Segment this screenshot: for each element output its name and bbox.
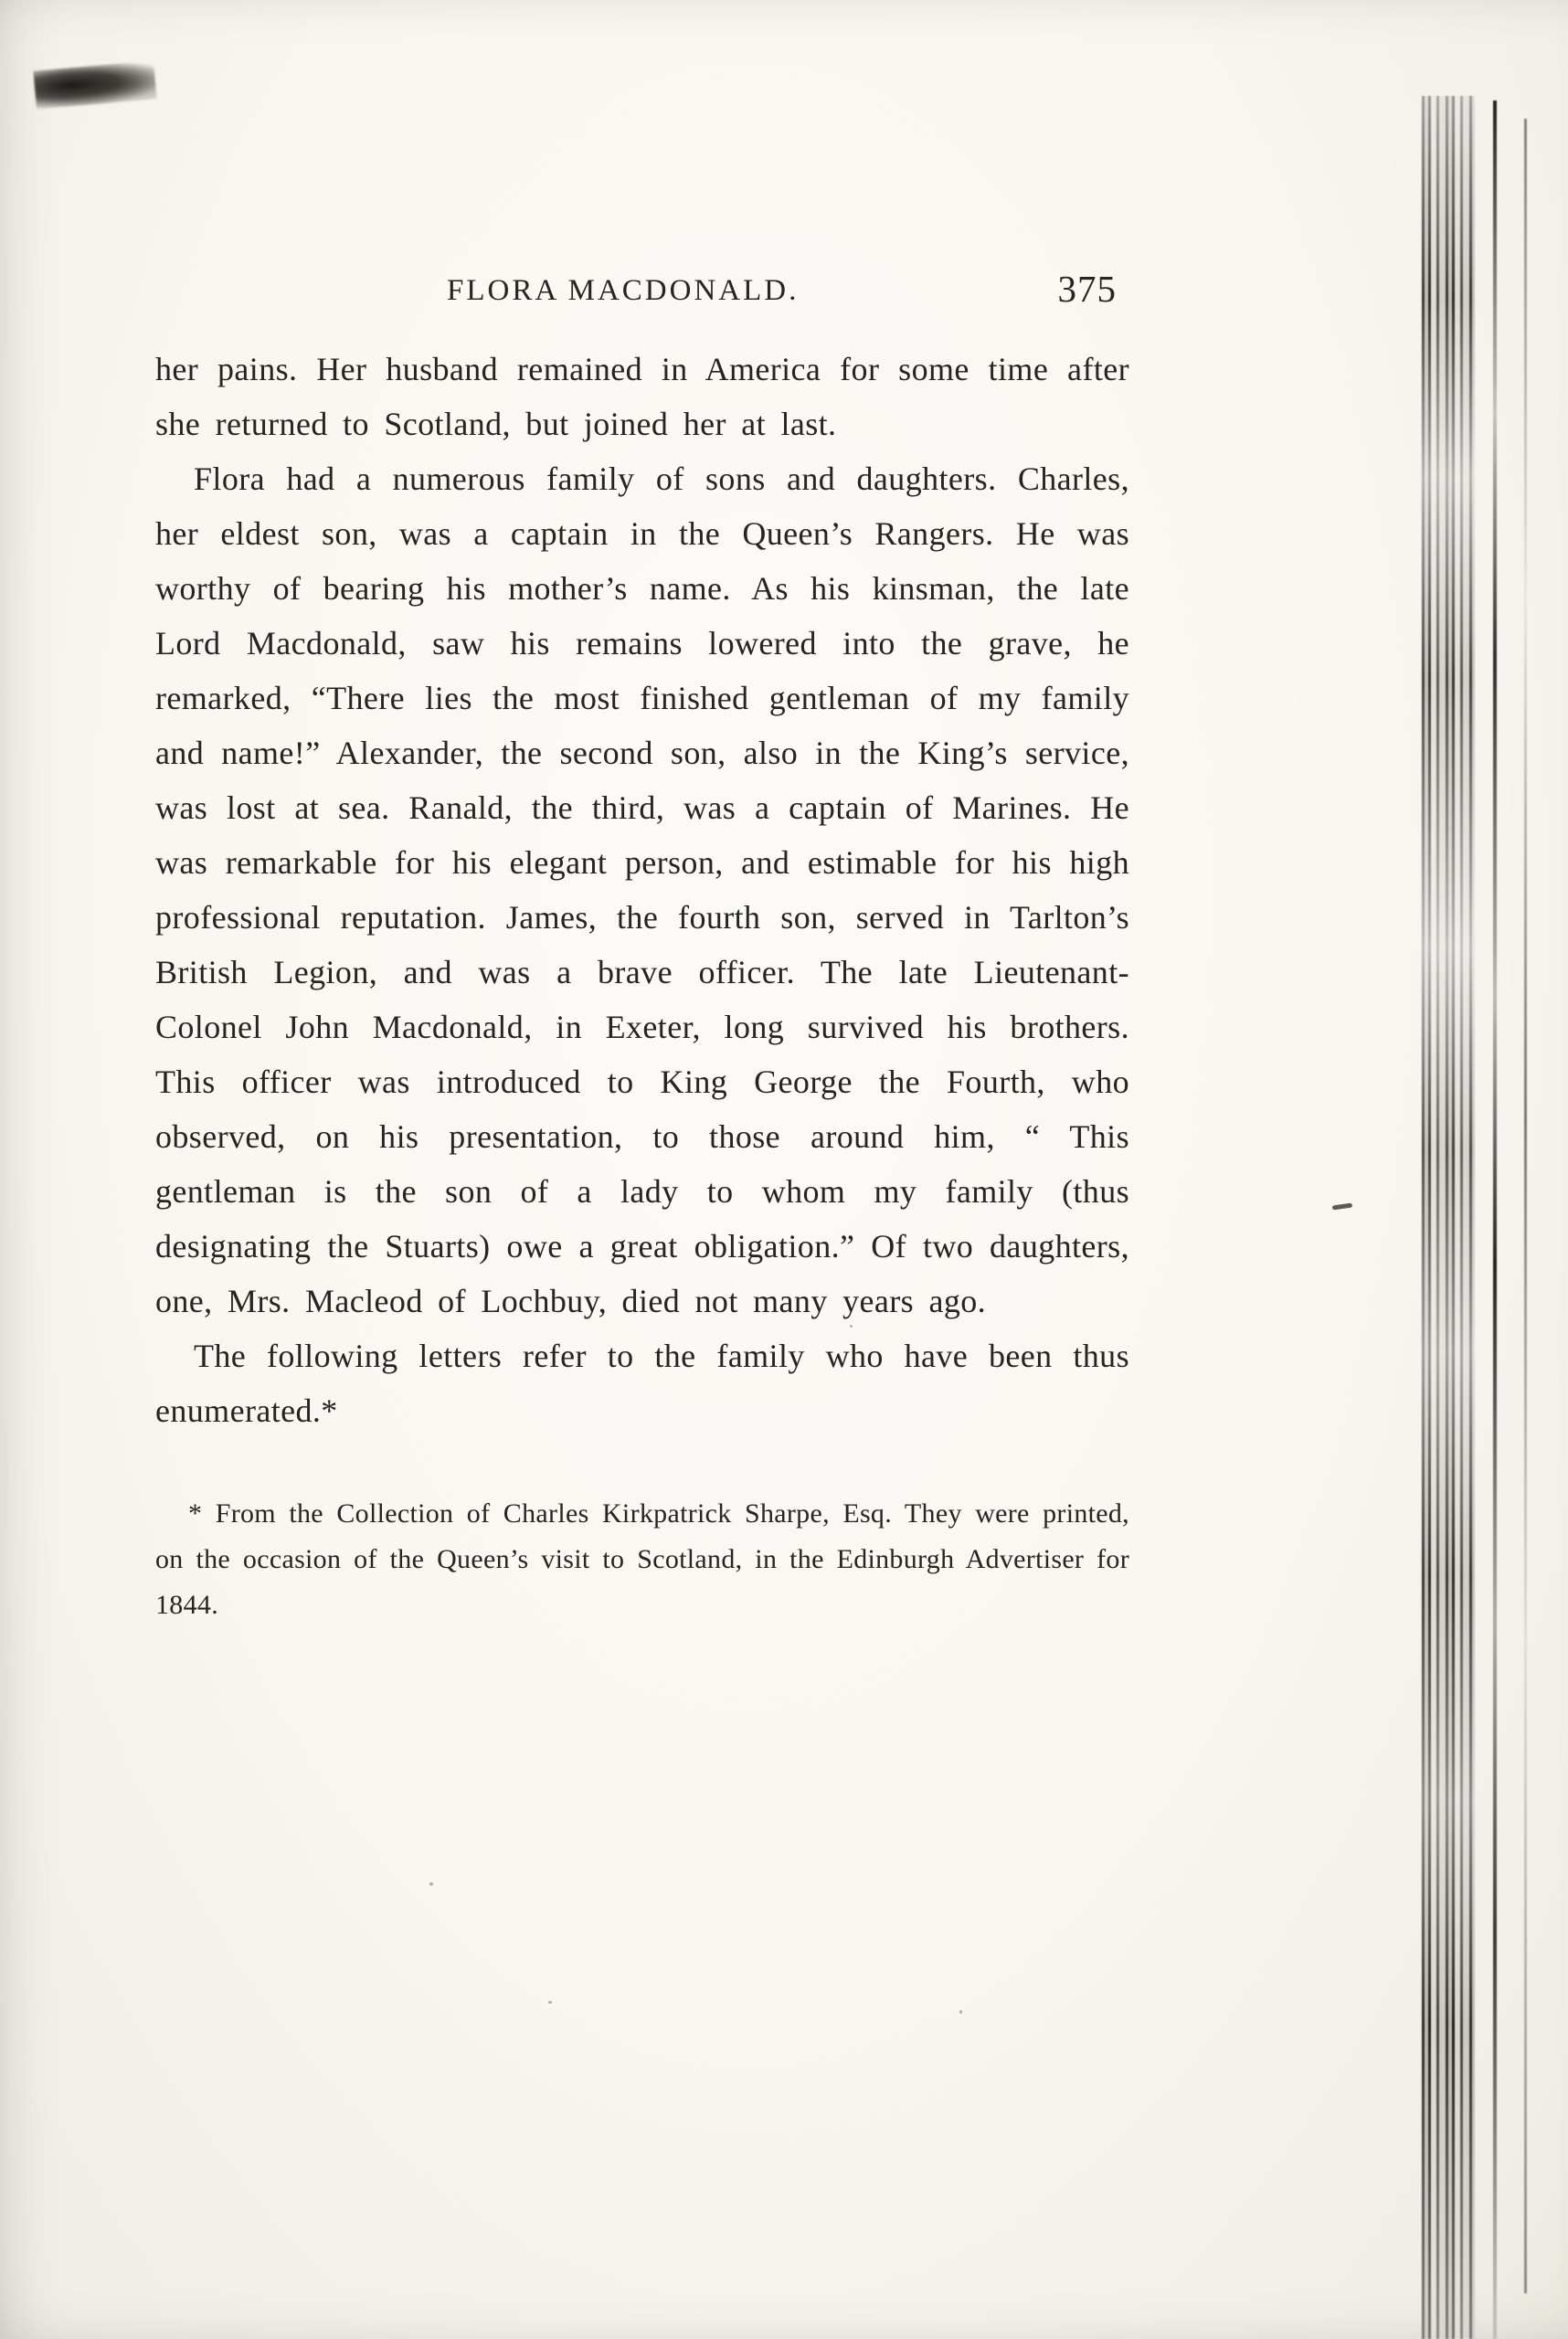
page-header xyxy=(155,267,1129,314)
ink-smudge-artifact xyxy=(33,60,156,109)
body-paragraph: her pains. Her husband remained in America for some time after she returned to Scotland, but joined her at last. xyxy=(155,351,1129,442)
scan-gutter-line xyxy=(1493,101,1497,2339)
footnote: * From the Collection of Charles Kirkpatrick Sharpe, Esq. They were printed, on the occasion of the Queen’s visit to Scotland, in the Edinburgh Advertiser for 1844. xyxy=(155,1498,1129,1620)
text-column xyxy=(155,267,1129,1628)
scan-gutter-band xyxy=(1422,96,1475,2339)
pen-mark-artifact xyxy=(1332,1202,1352,1210)
paper-speck xyxy=(959,2010,962,2014)
body-paragraph: Flora had a numerous family of sons and daughters. Charles, her eldest son, was a captain in the Queen’s Rangers. He was worthy of bearing his mother’s name. As his kinsman, the late Lord Macdonald, saw his remains lowered into the grave, he remarked, “There lies the most finished gentleman of my family and name!” Alexander, the second son, also in the King’s service, was lost at sea. Ranald, the third, was a captain of Marines. He was remarkable for his elegant person, and estimable for his high professional reputation. James, the fourth son, served in Tarlton’s British Legion, and was a brave officer. The late Lieutenant-Colonel John Macdonald, in Exeter, long survived his brothers. This officer was introduced to King George the Fourth, who observed, on his presentation, to those around him, “ This gentleman is the son of a lady to whom my family (thus designating the Stuarts) owe a great obligation.” Of two daughters, one, Mrs. Macleod of Lochbuy, died not many years ago. xyxy=(155,460,1129,1319)
paper-speck xyxy=(548,2001,552,2004)
scan-gutter-line-faint xyxy=(1524,119,1527,2293)
paper-speck xyxy=(429,1882,433,1886)
running-title: FLORA MACDONALD. xyxy=(446,274,800,307)
page-number: 375 xyxy=(1057,268,1117,310)
body-paragraph: The following letters refer to the family who have been thus enumerated.* xyxy=(155,1338,1129,1429)
